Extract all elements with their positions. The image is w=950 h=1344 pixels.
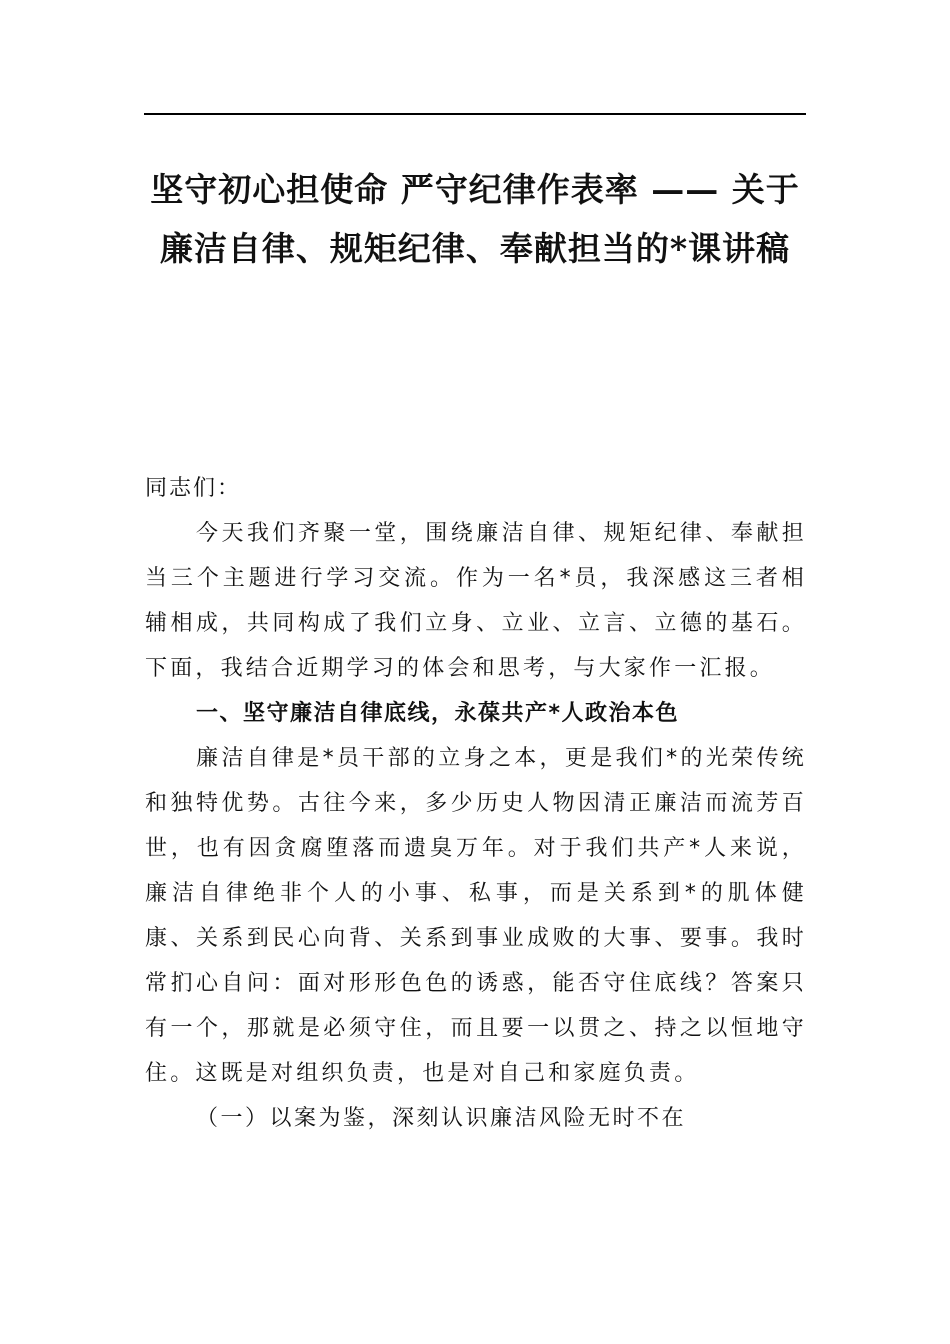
document-body bbox=[145, 466, 807, 1141]
section-heading: 一、坚守廉洁自律底线，永葆共产*人政治本色 bbox=[196, 701, 680, 726]
section-paragraph: 廉洁自律是*员干部的立身之本，更是我们*的光荣传统和独特优势。古往今来，多少历史人物因清正廉洁而流芳百世，也有因贪腐堕落而遗臭万年。对于我们共产*人来说，廉洁自律绝非个人的小事、私事，而是关系到*的肌体健康、关系到民心向背、关系到事业成败的大事、要事。我时常扪心自问：面对形形色色的诱惑，能否守住底线？答案只有一个，那就是必须守住，而且要一以贯之、持之以恒地守住。这既是对组织负责，也是对自己和家庭负责。 bbox=[145, 746, 807, 1086]
header-rule bbox=[144, 113, 806, 115]
document-title: 坚守初心担使命 严守纪律作表率 —— 关于廉洁自律、规矩纪律、奉献担当的*课讲稿 bbox=[150, 170, 800, 268]
subsection-heading: （一）以案为鉴，深刻认识廉洁风险无时不在 bbox=[196, 1106, 687, 1131]
greeting: 同志们： bbox=[145, 476, 242, 501]
intro-paragraph: 今天我们齐聚一堂，围绕廉洁自律、规矩纪律、奉献担当三个主题进行学习交流。作为一名*员，我深感这三者相辅相成，共同构成了我们立身、立业、立言、立德的基石。下面，我结合近期学习的体会和思考，与大家作一汇报。 bbox=[145, 521, 807, 681]
